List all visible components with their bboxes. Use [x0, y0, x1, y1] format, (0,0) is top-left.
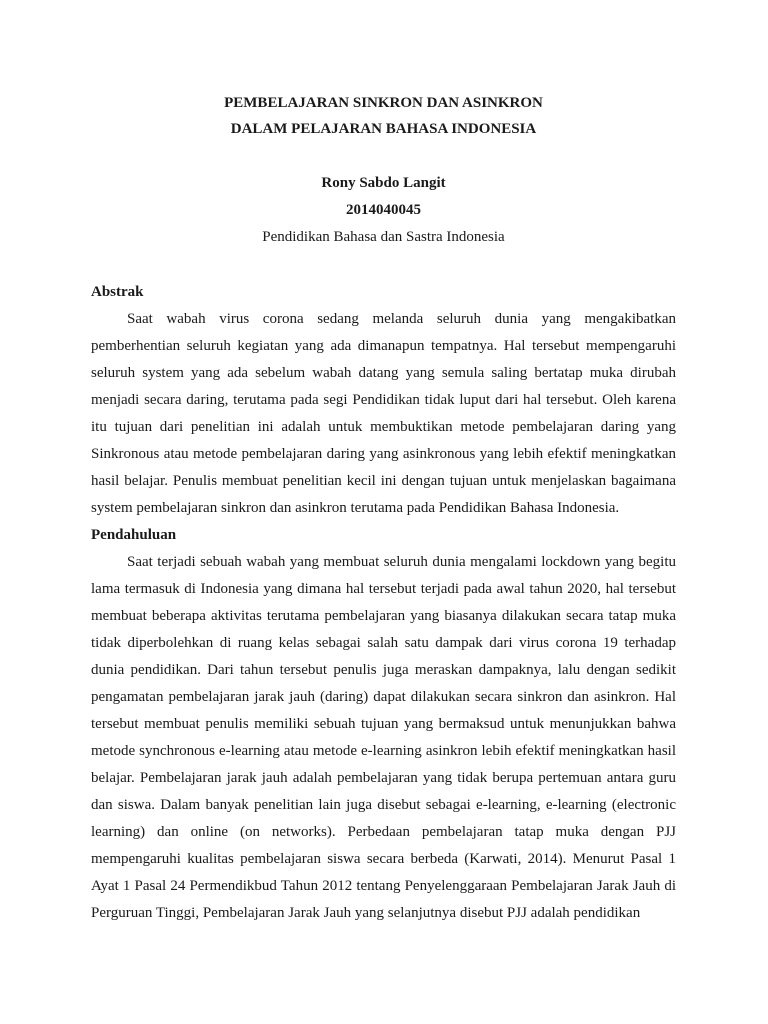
author-block: [91, 170, 676, 251]
paper-title-line-2: DALAM PELAJARAN BAHASA INDONESIA: [230, 121, 537, 137]
document-page: [91, 80, 676, 927]
author-program: Pendidikan Bahasa dan Sastra Indonesia: [262, 229, 505, 245]
author-id: 2014040045: [346, 202, 421, 218]
introduction-heading: Pendahuluan: [91, 527, 177, 543]
introduction-paragraph: Saat terjadi sebuah wabah yang membuat seluruh dunia mengalami lockdown yang begitu lama termasuk di Indonesia yang dimana hal tersebut terjadi pada awal tahun 2020, hal tersebut membuat beberapa aktivitas terutama pembelajaran yang biasanya dilakukan secara tatap muka tidak diperbolehkan di ruang kelas sebagai salah satu dampak dari virus corona 19 terhadap dunia pendidikan. Dari tahun tersebut penulis juga meraskan dampaknya, lalu dengan sedikit pengamatan pembelajaran jarak jauh (daring) dapat dilakukan secara sinkron dan asinkron. Hal tersebut membuat penulis memiliki sebuah tujuan yang bermaksud untuk menunjukkan bahwa metode synchronous e-learning atau metode e-learning asinkron lebih efektif meningkatkan hasil belajar. Pembelajaran jarak jauh adalah pembelajaran yang tidak berupa pertemuan antara guru dan siswa. Dalam banyak penelitian lain juga disebut sebagai e-learning, e-learning (electronic learning) dan online (on networks). Perbedaan pembelajaran tatap muka dengan PJJ mempengaruhi kualitas pembelajaran siswa secara berbeda (Karwati, 2014). Menurut Pasal 1 Ayat 1 Pasal 24 Permendikbud Tahun 2012 tentang Penyelenggaraan Pembelajaran Jarak Jauh di Perguruan Tinggi, Pembelajaran Jarak Jauh yang selanjutnya disebut PJJ adalah pendidikan: [91, 554, 676, 921]
author-name: Rony Sabdo Langit: [321, 175, 446, 191]
abstract-paragraph: Saat wabah virus corona sedang melanda seluruh dunia yang mengakibatkan pemberhentian seluruh kegiatan yang ada dimanapun tempatnya. Hal tersebut mempengaruhi seluruh system yang ada sebelum wabah datang yang semula saling bertatap muka dirubah menjadi secara daring, terutama pada segi Pendidikan tidak luput dari hal tersebut. Oleh karena itu tujuan dari penelitian ini adalah untuk membuktikan metode pembelajaran daring yang Sinkronous atau metode pembelajaran daring yang asinkronous yang lebih efektif meningkatkan hasil belajar. Penulis membuat penelitian kecil ini dengan tujuan untuk menjelaskan bagaimana system pembelajaran sinkron dan asinkron terutama pada Pendidikan Bahasa Indonesia.: [91, 311, 676, 516]
paper-title-line-1: PEMBELAJARAN SINKRON DAN ASINKRON: [224, 95, 543, 111]
abstract-heading: Abstrak: [91, 284, 144, 300]
